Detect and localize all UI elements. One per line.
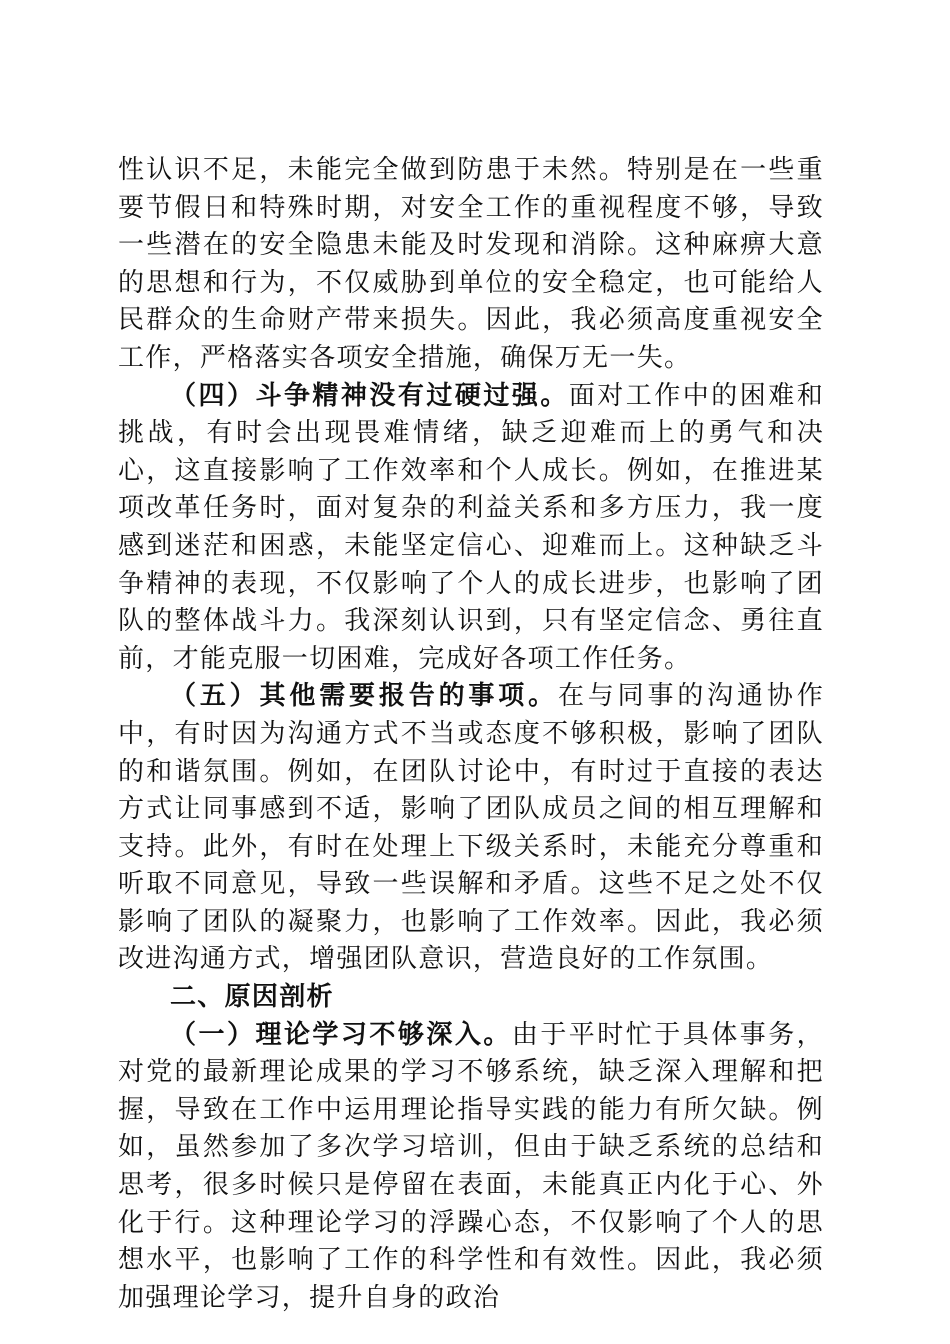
paragraph-other-matters [118, 678, 824, 979]
paragraph-lead: （四）斗争精神没有过硬过强。 [170, 380, 569, 411]
document-body [118, 152, 824, 1317]
paragraph-text: 性认识不足，未能完全做到防患于未然。特别是在一些重要节假日和特殊时期，对安全工作的重视程度不够，导致一些潜在的安全隐患未能及时发现和消除。这种麻痹大意的思想和行为，不仅威胁到单位的安全稳定，也可能给人民群众的生命财产带来损失。因此，我必须高度重视安全工作，严格落实各项安全措施，确保万无一失。 [118, 155, 824, 373]
paragraph-lead: （一）理论学习不够深入。 [170, 1019, 512, 1050]
section-heading-cause-analysis: 二、原因剖析 [170, 982, 334, 1013]
paragraph-struggle-spirit [118, 378, 824, 679]
paragraph-text: 在与同事的沟通协作中，有时因为沟通方式不当或态度不够积极，影响了团队的和谐氛围。例如，在团队讨论中，有时过于直接的表达方式让同事感到不适，影响了团队成员之间的相互理解和支持。此外，有时在处理上下级关系时，未能充分尊重和听取不同意见，导致一些误解和矛盾。这些不足之处不仅影响了团队的凝聚力，也影响了工作效率。因此，我必须改进沟通方式，增强团队意识，营造良好的工作氛围。 [118, 681, 824, 975]
paragraph-safety-awareness [118, 152, 824, 378]
paragraph-theory-study [118, 1017, 824, 1318]
paragraph-text: 面对工作中的困难和挑战，有时会出现畏难情绪，缺乏迎难而上的勇气和决心，这直接影响了工作效率和个人成长。例如，在推进某项改革任务时，面对复杂的利益关系和多方压力，我一度感到迷茫和困惑，未能坚定信心、迎难而上。这种缺乏斗争精神的表现，不仅影响了个人的成长进步，也影响了团队的整体战斗力。我深刻认识到，只有坚定信念、勇往直前，才能克服一切困难，完成好各项工作任务。 [118, 380, 825, 674]
paragraph-text: 由于平时忙于具体事务，对党的最新理论成果的学习不够系统，缺乏深入理解和把握，导致在工作中运用理论指导实践的能力有所欠缺。例如，虽然参加了多次学习培训，但由于缺乏系统的总结和思考，很多时候只是停留在表面，未能真正内化于心、外化于行。这种理论学习的浮躁心态，不仅影响了个人的思想水平，也影响了工作的科学性和有效性。因此，我必须加强理论学习，提升自身的政治 [118, 1019, 824, 1313]
paragraph-lead: （五）其他需要报告的事项。 [170, 681, 558, 712]
